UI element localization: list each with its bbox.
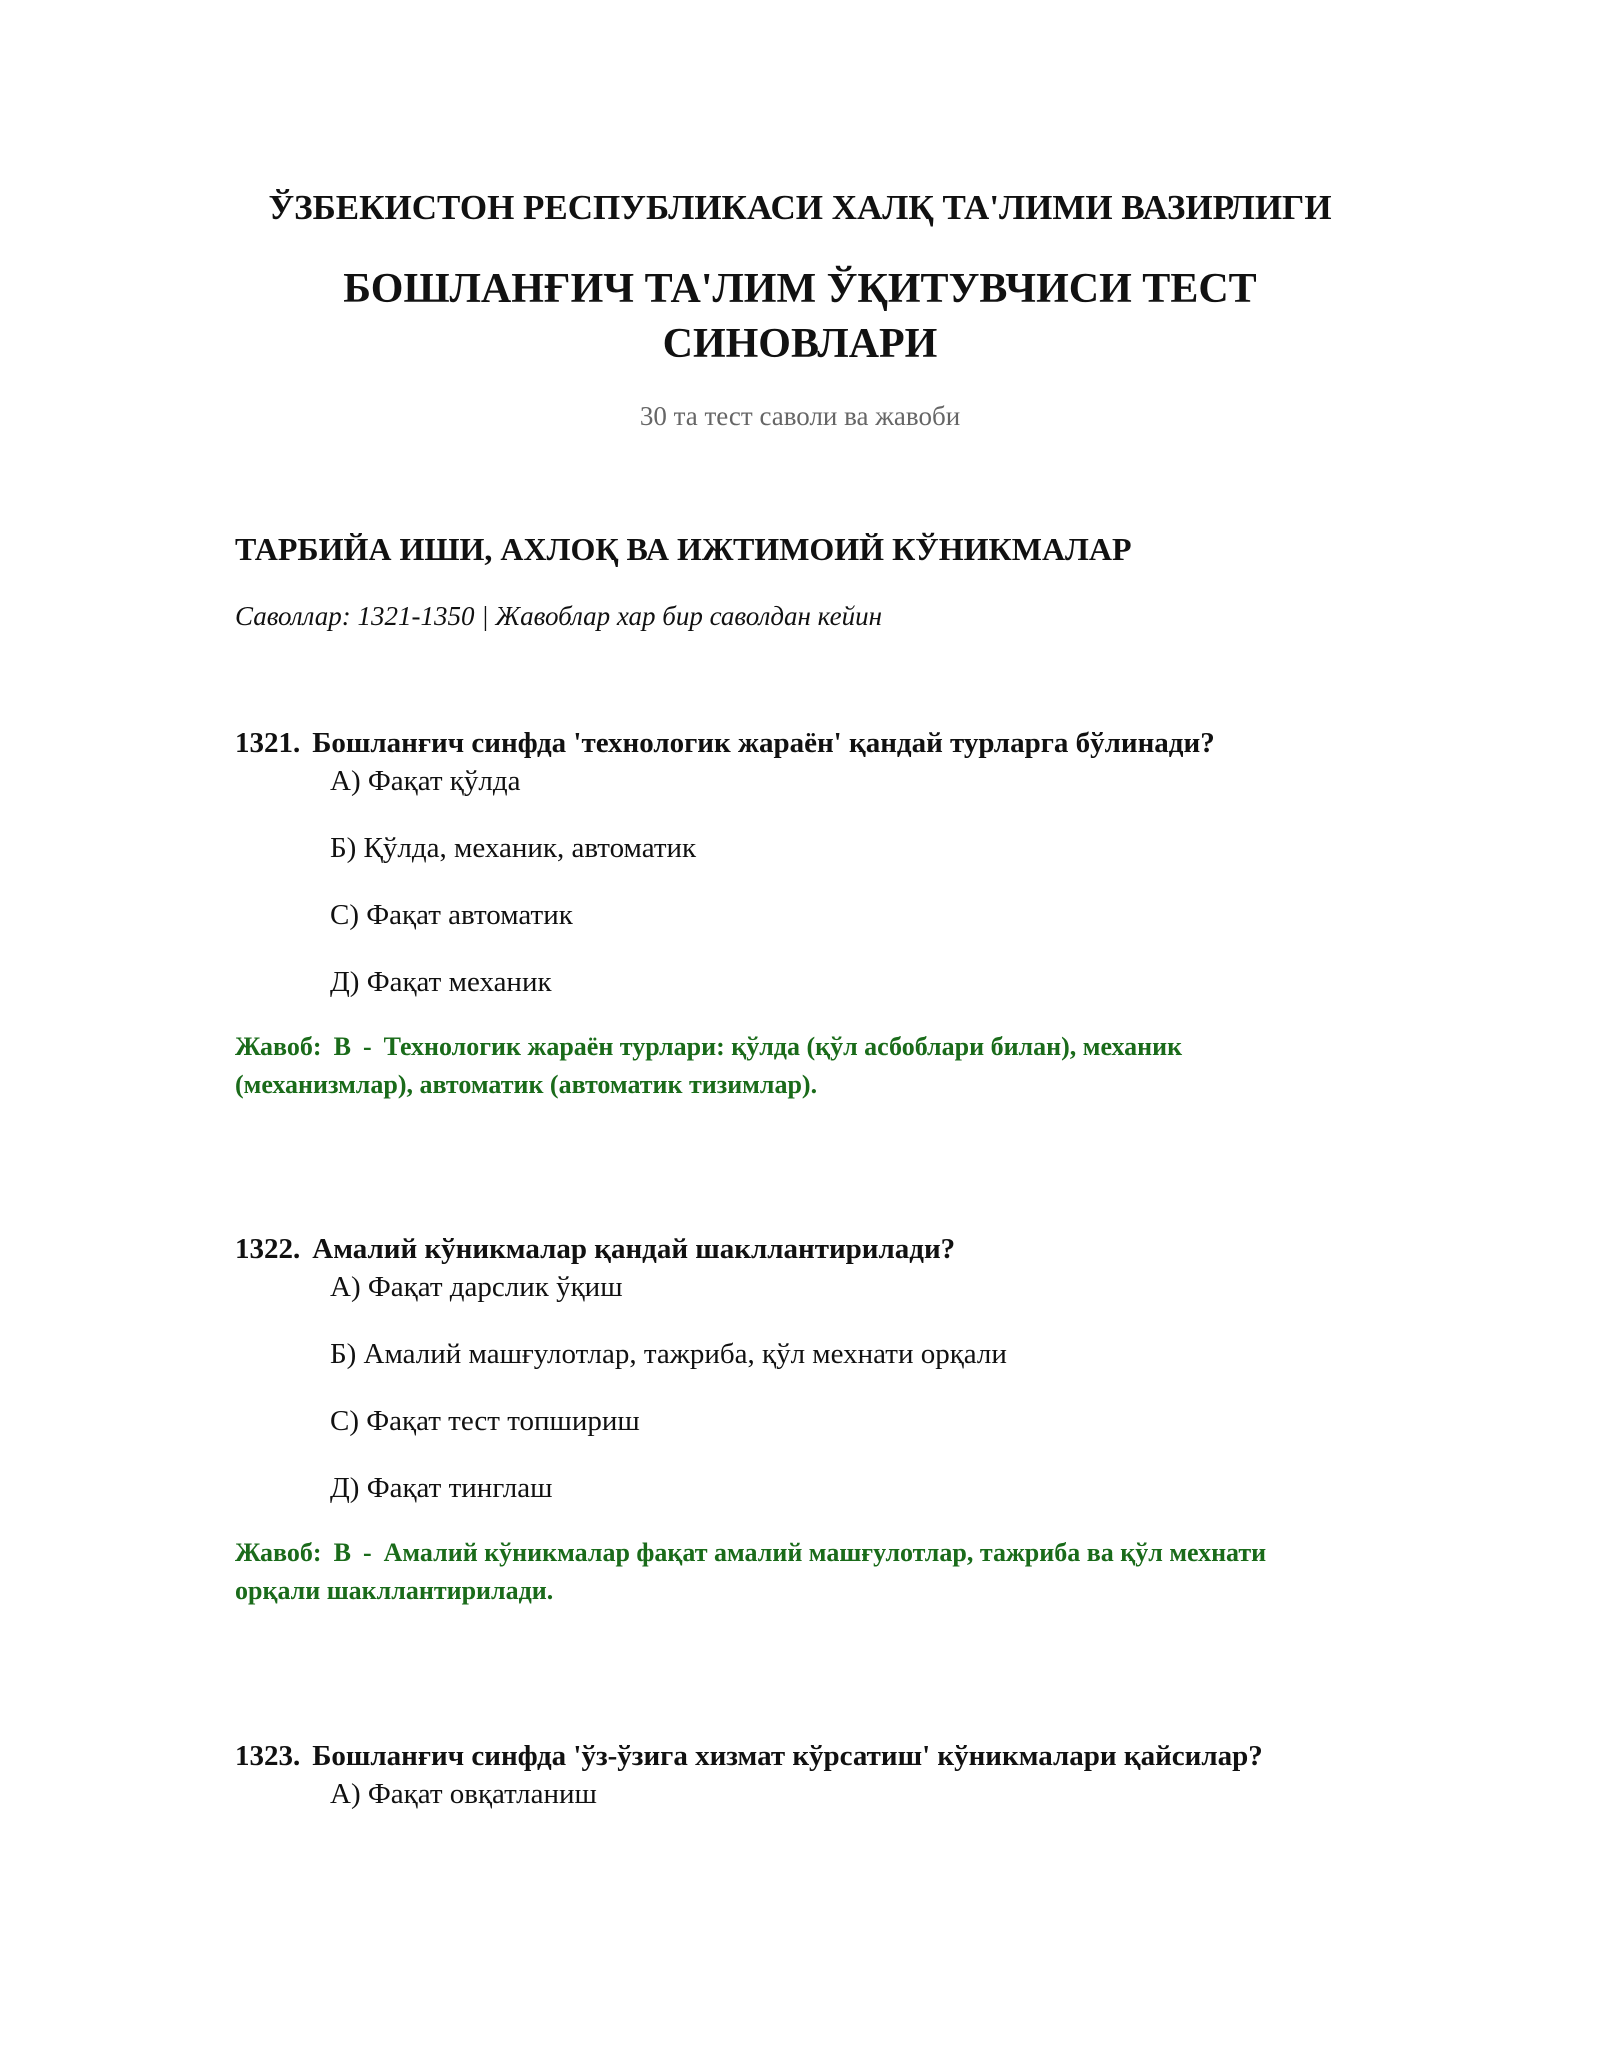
answer-letter: B (333, 1538, 351, 1567)
question-body: Бошланғич синфда 'технологик жараён' қандай турларга бўлинади? (312, 727, 1215, 759)
option-d: Д) Фақат тинглаш (330, 1472, 553, 1504)
section-title: ТАРБИЙА ИШИ, АХЛОҚ ВА ИЖТИМОИЙ КЎНИКМАЛАР (235, 531, 1132, 567)
question-text (235, 724, 1385, 762)
option-a: А) Фақат овқатланиш (330, 1778, 597, 1810)
question-number: 1322. (235, 1233, 301, 1265)
answer (235, 1534, 1335, 1610)
option-d: Д) Фақат механик (330, 966, 552, 998)
answer-label: Жавоб: (235, 1032, 322, 1061)
question-body: Бошланғич синфда 'ўз-ўзига хизмат кўрсатиш' кўникмалари қайсилар? (312, 1740, 1263, 1772)
answer (235, 1028, 1335, 1104)
option-c: С) Фақат тест топшириш (330, 1405, 640, 1437)
document-subtitle: 30 та тест саволи ва жавоби (639, 401, 961, 431)
question-1322 (235, 1230, 1385, 1610)
answer-dash: - (362, 1538, 372, 1567)
answer-letter: B (333, 1032, 351, 1061)
answer-dash: - (362, 1032, 372, 1061)
question-1323 (235, 1737, 1385, 1842)
question-number: 1323. (235, 1740, 301, 1772)
option-b: Б) Қўлда, механик, автоматик (330, 832, 697, 864)
question-1321 (235, 724, 1385, 1104)
section-meta: Саволлар: 1321-1350 | Жавоблар хар бир саволдан кейин (235, 601, 883, 631)
option-a: А) Фақат дарслик ўқиш (330, 1271, 623, 1303)
question-text (235, 1737, 1385, 1775)
answer-explanation: Технологик жараён турлари: қўлда (қўл асбоблари билан), механик (механизмлар), автоматик (автоматик тизимлар). (235, 1032, 1183, 1099)
option-a: А) Фақат қўлда (330, 765, 521, 797)
question-number: 1321. (235, 727, 301, 759)
question-text (235, 1230, 1385, 1268)
ministry-heading: ЎЗБЕКИСТОН РЕСПУБЛИКАСИ ХАЛҚ ТА'ЛИМИ ВАЗИРЛИГИ (268, 188, 1332, 227)
option-b: Б) Амалий машғулотлар, тажриба, қўл мехнати орқали (330, 1338, 1007, 1370)
question-body: Амалий кўникмалар қандай шакллантирилади? (312, 1233, 956, 1265)
document-title: БОШЛАНҒИЧ ТА'ЛИМ ЎҚИТУВЧИСИ ТЕСТ СИНОВЛАРИ (343, 266, 1257, 367)
answer-explanation: Амалий кўникмалар фақат амалий машғулотлар, тажриба ва қўл мехнати орқали шакллантирилади. (235, 1538, 1267, 1605)
option-c: С) Фақат автоматик (330, 899, 573, 931)
answer-label: Жавоб: (235, 1538, 322, 1567)
